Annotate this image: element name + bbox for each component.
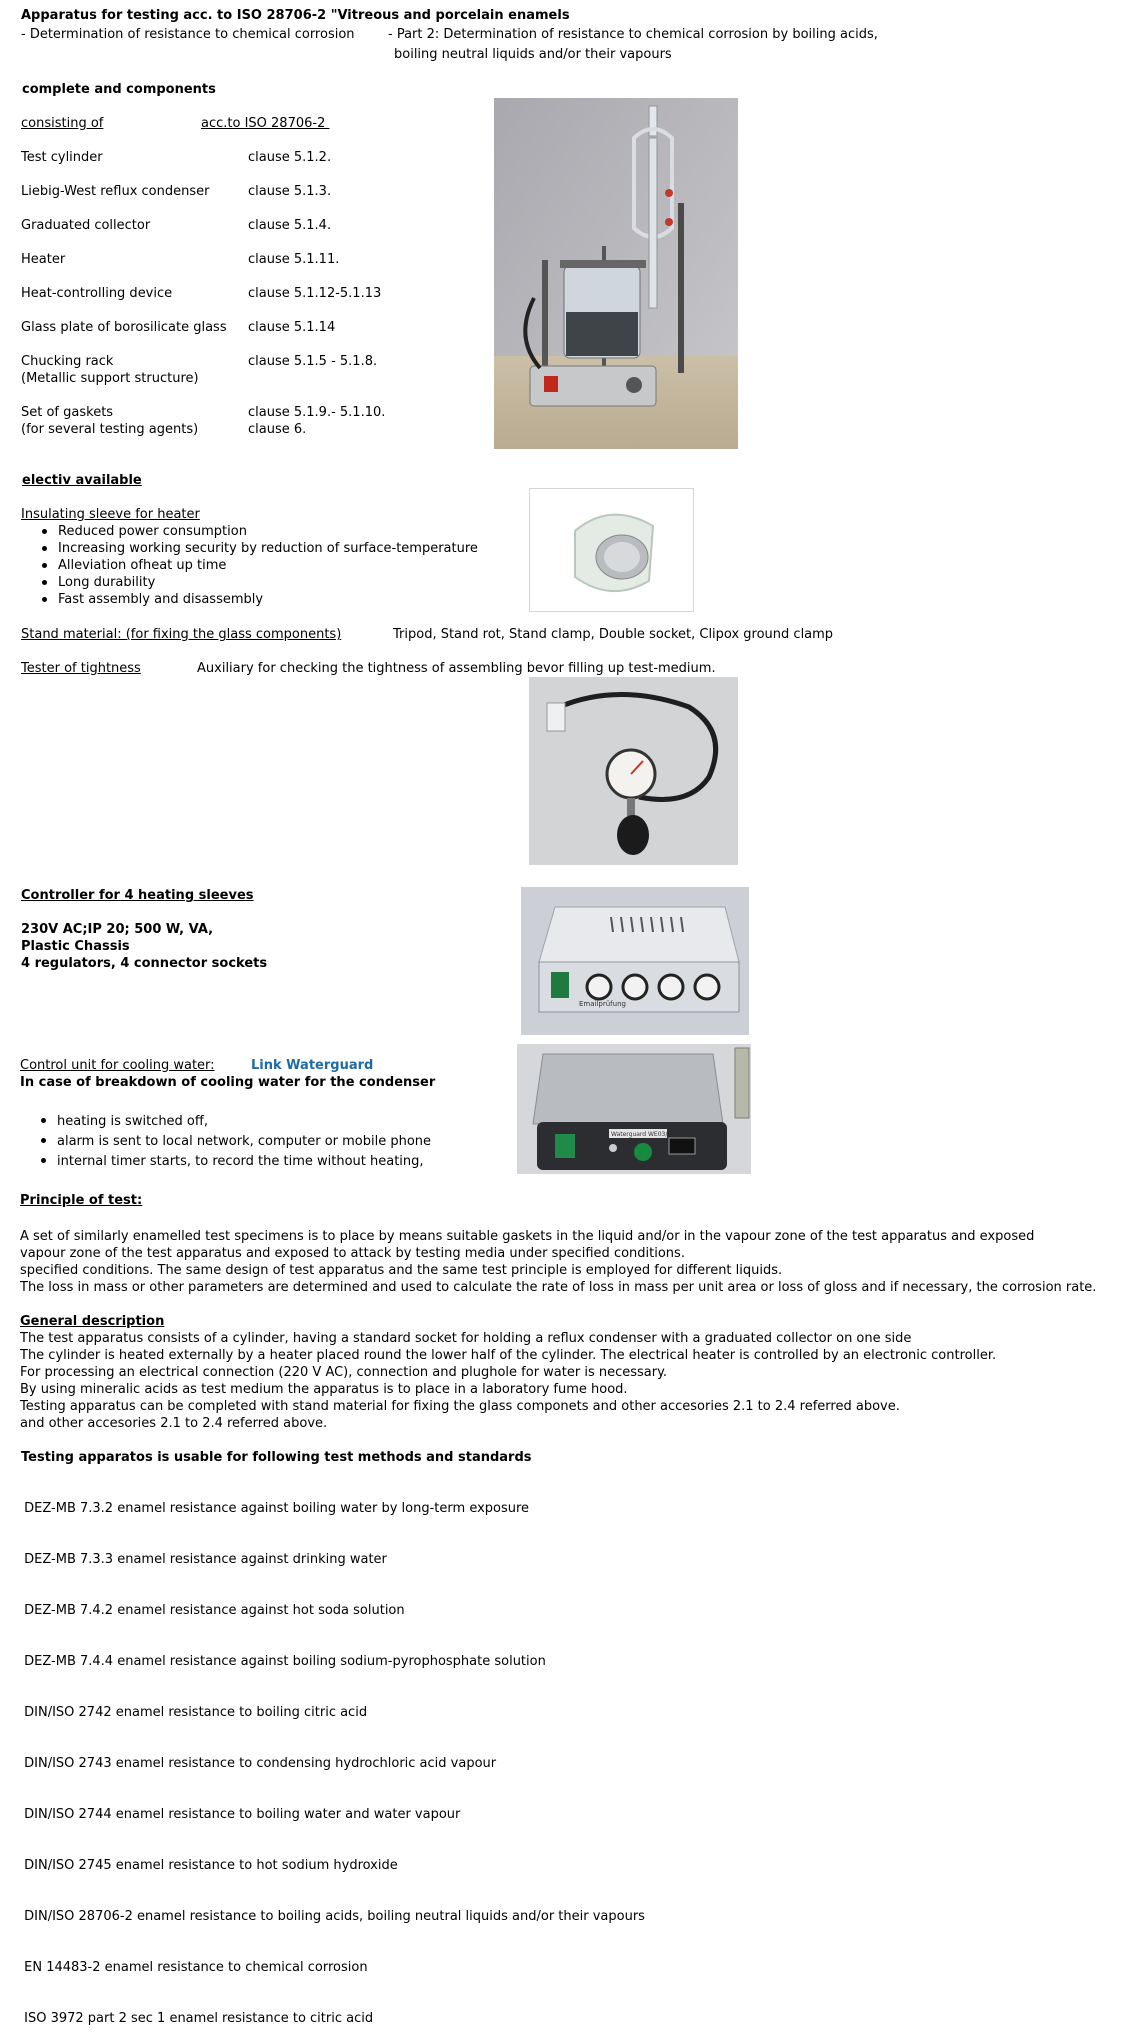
component-clause: clause 5.1.11.: [248, 252, 340, 267]
list-item: internal timer starts, to record the time without heating,: [20, 1152, 431, 1172]
list-item: Alleviation ofheat up time: [21, 557, 478, 574]
stand-material-text: Tripod, Stand rot, Stand clamp, Double socket, Clipox ground clamp: [393, 627, 834, 642]
paragraph-line: The cylinder is heated externally by a heater placed round the lower half of the cylinder. The electrical heater is controlled by an electronic controller.: [20, 1348, 997, 1363]
paragraph-line: specified conditions. The same design of test apparatus and the same test principle is employed for different liquids.: [20, 1263, 783, 1278]
page-title: Apparatus for testing acc. to ISO 28706-2 "Vitreous and porcelain enamels: [21, 8, 570, 23]
list-item: DEZ-MB 7.3.3 enamel resistance against drinking water: [20, 1552, 387, 1567]
list-item: alarm is sent to local network, computer or mobile phone: [20, 1132, 431, 1152]
component-name: Liebig-West reflux condenser: [21, 184, 210, 199]
list-item: DIN/ISO 2742 enamel resistance to boiling citric acid: [20, 1705, 368, 1720]
component-name: Glass plate of borosilicate glass: [21, 320, 227, 335]
component-name: Graduated collector: [21, 218, 151, 233]
list-item: DEZ-MB 7.4.2 enamel resistance against hot soda solution: [20, 1603, 405, 1618]
list-item: DEZ-MB 7.4.4 enamel resistance against boiling sodium-pyrophosphate solution: [20, 1654, 546, 1669]
paragraph-line: For processing an electrical connection (220 V AC), connection and plughole for water is necessary.: [20, 1365, 668, 1380]
list-item: DEZ-MB 7.3.2 enamel resistance against boiling water by long-term exposure: [20, 1501, 530, 1516]
optional-heading: electiv available: [22, 473, 142, 488]
paragraph-line: A set of similarly enamelled test specimens is to place by means suitable gaskets in the liquid and/or in the vapour zone of the test apparatus and exposed: [20, 1229, 1035, 1244]
controller-panel-label: Emailprüfung: [579, 1000, 626, 1008]
paragraph-line: Testing apparatus can be completed with stand material for fixing the glass componets and other accesories 2.1 to 2.4 referred above.: [20, 1399, 900, 1414]
principle-heading: Principle of test:: [20, 1193, 143, 1208]
component-name: Heat-controlling device: [21, 286, 173, 301]
list-item: Reduced power consumption: [21, 523, 478, 540]
paragraph-line: By using mineralic acids as test medium the apparatus is to place in a laboratory fume hood.: [20, 1382, 628, 1397]
list-item: DIN/ISO 2745 enamel resistance to hot sodium hydroxide: [20, 1858, 398, 1873]
component-clause: clause 5.1.12-5.1.13: [248, 286, 382, 301]
components-col1-header: consisting of: [21, 116, 104, 131]
page-subtitle-right-2: boiling neutral liquids and/or their vapours: [394, 47, 672, 62]
paragraph-line: The loss in mass or other parameters are determined and used to calculate the rate of loss in mass per unit area or loss of gloss and if necessary, the corrosion rate.: [20, 1280, 1097, 1295]
waterguard-photo: [517, 1044, 751, 1174]
list-item: ISO 3972 part 2 sec 1 enamel resistance to citric acid: [20, 2011, 374, 2026]
general-heading: General description: [20, 1314, 165, 1329]
component-name-detail: (Metallic support structure): [21, 371, 199, 386]
component-clause: clause 5.1.5 - 5.1.8.: [248, 354, 378, 369]
general-text: [20, 1330, 996, 1432]
list-item: EN 14483-2 enamel resistance to chemical corrosion: [20, 1960, 368, 1975]
controller-spec-line: Plastic Chassis: [21, 939, 130, 954]
component-name-detail: (for several testing agents): [21, 422, 199, 437]
waterguard-panel-label: Waterguard WE03/1: [611, 1131, 672, 1138]
component-clause: clause 5.1.4.: [248, 218, 332, 233]
component-clause-detail: clause 6.: [248, 422, 307, 437]
components-col2-header: acc.to ISO 28706-2: [201, 116, 330, 131]
controller-photo: [521, 887, 749, 1035]
page-subtitle-left: - Determination of resistance to chemical corrosion: [21, 27, 355, 42]
sleeve-title: Insulating sleeve for heater: [21, 507, 200, 522]
page-subtitle-right-1: - Part 2: Determination of resistance to chemical corrosion by boiling acids,: [388, 27, 878, 42]
cooling-breakdown-text: In case of breakdown of cooling water for the condenser: [20, 1075, 436, 1090]
component-clause: clause 5.1.14: [248, 320, 336, 335]
insulating-sleeve-photo: [529, 488, 694, 612]
waterguard-link[interactable]: Link Waterguard: [251, 1058, 374, 1073]
tightness-tester-text: Auxiliary for checking the tightness of assembling bevor filling up test-medium.: [197, 661, 716, 676]
apparatus-photo: [494, 98, 738, 449]
list-item: Fast assembly and disassembly: [21, 591, 478, 608]
components-heading: complete and components: [22, 82, 216, 97]
component-clause: clause 5.1.9.- 5.1.10.: [248, 405, 386, 420]
component-name: Chucking rack: [21, 354, 114, 369]
standards-heading: Testing apparatos is usable for following test methods and standards: [21, 1450, 532, 1465]
cooling-control-label: Control unit for cooling water:: [20, 1058, 215, 1073]
paragraph-line: vapour zone of the test apparatus and exposed to attack by testing media under specified conditions.: [20, 1246, 685, 1261]
controller-heading: Controller for 4 heating sleeves: [21, 888, 254, 903]
principle-text: [20, 1228, 1096, 1296]
component-name: Test cylinder: [21, 150, 103, 165]
list-item: DIN/ISO 28706-2 enamel resistance to boiling acids, boiling neutral liquids and/or their vapours: [20, 1909, 645, 1924]
standards-list: [20, 1466, 645, 2044]
component-clause: clause 5.1.2.: [248, 150, 332, 165]
component-name: Set of gaskets: [21, 405, 114, 420]
list-item: DIN/ISO 2743 enamel resistance to condensing hydrochloric acid vapour: [20, 1756, 497, 1771]
tightness-tester-photo: [529, 677, 738, 865]
cooling-feature-list: [20, 1112, 431, 1172]
controller-spec-line: 230V AC;IP 20; 500 W, VA,: [21, 922, 214, 937]
list-item: Long durability: [21, 574, 478, 591]
list-item: heating is switched off,: [20, 1112, 431, 1132]
tightness-tester-label: Tester of tightness: [21, 661, 141, 676]
sleeve-feature-list: [21, 523, 478, 608]
paragraph-line: The test apparatus consists of a cylinder, having a standard socket for holding a reflux condenser with a graduated collector on one side: [20, 1331, 912, 1346]
paragraph-line: and other accesories 2.1 to 2.4 referred above.: [20, 1416, 328, 1431]
component-clause: clause 5.1.3.: [248, 184, 332, 199]
component-name: Heater: [21, 252, 66, 267]
controller-spec-line: 4 regulators, 4 connector sockets: [21, 956, 268, 971]
list-item: Increasing working security by reduction of surface-temperature: [21, 540, 478, 557]
stand-material-label: Stand material: (for fixing the glass components): [21, 627, 342, 642]
list-item: DIN/ISO 2744 enamel resistance to boiling water and water vapour: [20, 1807, 461, 1822]
